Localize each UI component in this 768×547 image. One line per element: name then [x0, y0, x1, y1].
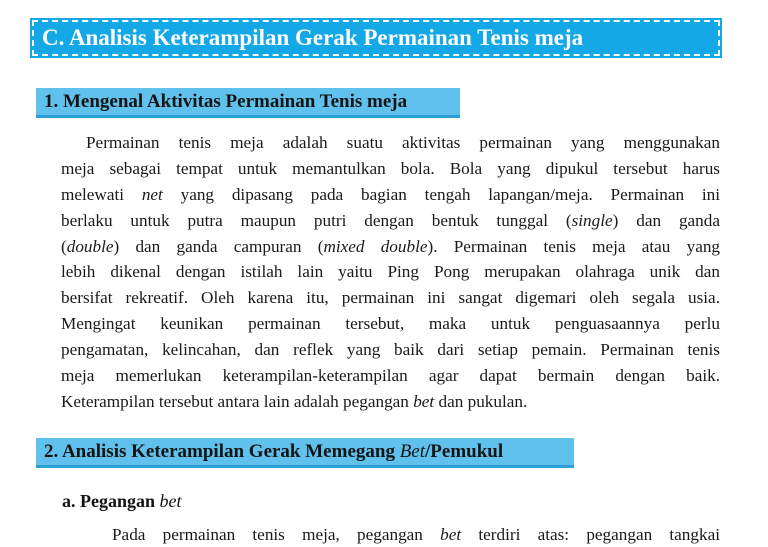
chapter-title: C. Analisis Keterampilan Gerak Permainan Tenis meja — [42, 25, 584, 50]
italic-term: double — [66, 236, 114, 256]
subsection-a-label: a. Pegangan — [62, 491, 160, 511]
text-run: pengamatan, kelincahan, dan reflek yang baik dari setiap pemain. Permainan tenis — [61, 340, 720, 360]
section-1-title: 1. Mengenal Aktivitas Permainan Tenis meja — [44, 90, 408, 112]
paragraph-line — [61, 182, 720, 208]
section-2-title — [44, 441, 503, 463]
text-run: ). Permainan tenis meja atau yang — [427, 236, 721, 256]
paragraph-line — [61, 259, 720, 285]
text-run: ) dan ganda — [612, 210, 720, 230]
paragraph-line — [61, 311, 720, 337]
paragraph-line — [61, 234, 720, 260]
subsection-a-label-italic: bet — [159, 491, 182, 511]
paragraph-line — [61, 389, 720, 415]
paragraph-line — [61, 156, 720, 182]
text-run: meja memerlukan keterampilan-keterampilan agar dapat bermain dengan baik. — [61, 366, 720, 386]
text-run: terdiri atas: pegangan tangkai — [461, 525, 720, 544]
text-run: berlaku untuk putra maupun putri dengan bentuk tunggal ( — [61, 210, 572, 230]
text-run: Mengingat keunikan permainan tersebut, maka untuk penguasaannya perlu — [61, 314, 720, 334]
paragraph-line — [61, 130, 720, 156]
subsection-a-heading — [62, 491, 182, 512]
text-run: ( — [61, 236, 67, 256]
italic-term: bet — [413, 391, 435, 411]
italic-term: net — [141, 184, 163, 204]
italic-term: mixed double — [323, 236, 428, 256]
section-2-title-part-c: /Pemukul — [425, 440, 504, 462]
chapter-heading-bar — [32, 20, 720, 56]
text-run: meja sebagai tempat untuk memantulkan bola. Bola yang dipukul tersebut harus — [61, 158, 720, 178]
text-run: melewati — [61, 184, 142, 204]
text-run: yang dipasang pada bagian tengah lapangan/meja. Permainan ini — [162, 184, 721, 204]
text-run: Pada permainan tenis meja, pegangan — [112, 525, 441, 544]
text-run: Permainan tenis meja adalah suatu aktivitas permainan yang menggunakan — [86, 133, 720, 152]
italic-term: single — [571, 210, 613, 230]
paragraph-line — [61, 363, 720, 389]
text-run: ) dan ganda campuran ( — [113, 236, 324, 256]
section-2-title-part-a: 2. Analisis Keterampilan Gerak Memegang — [44, 440, 400, 462]
text-run: lebih dikenal dengan istilah lain yaitu Ping Pong merupakan olahraga unik dan — [61, 262, 720, 282]
cut-off-paragraph-line — [112, 522, 720, 547]
text-run: dan pukulan. — [434, 391, 528, 411]
section-2-title-part-b: Bet — [399, 440, 426, 462]
text-run: bersifat rekreatif. Oleh karena itu, permainan ini sangat digemari oleh segala usia. — [61, 288, 720, 308]
section-1-paragraph — [61, 130, 720, 415]
section-1-heading-bar — [36, 88, 460, 118]
paragraph-line — [61, 337, 720, 363]
text-run: Keterampilan tersebut antara lain adalah pegangan — [61, 391, 414, 411]
section-2-heading-bar — [36, 438, 574, 468]
paragraph-line — [61, 285, 720, 311]
italic-term: bet — [440, 525, 462, 544]
paragraph-line — [61, 208, 720, 234]
